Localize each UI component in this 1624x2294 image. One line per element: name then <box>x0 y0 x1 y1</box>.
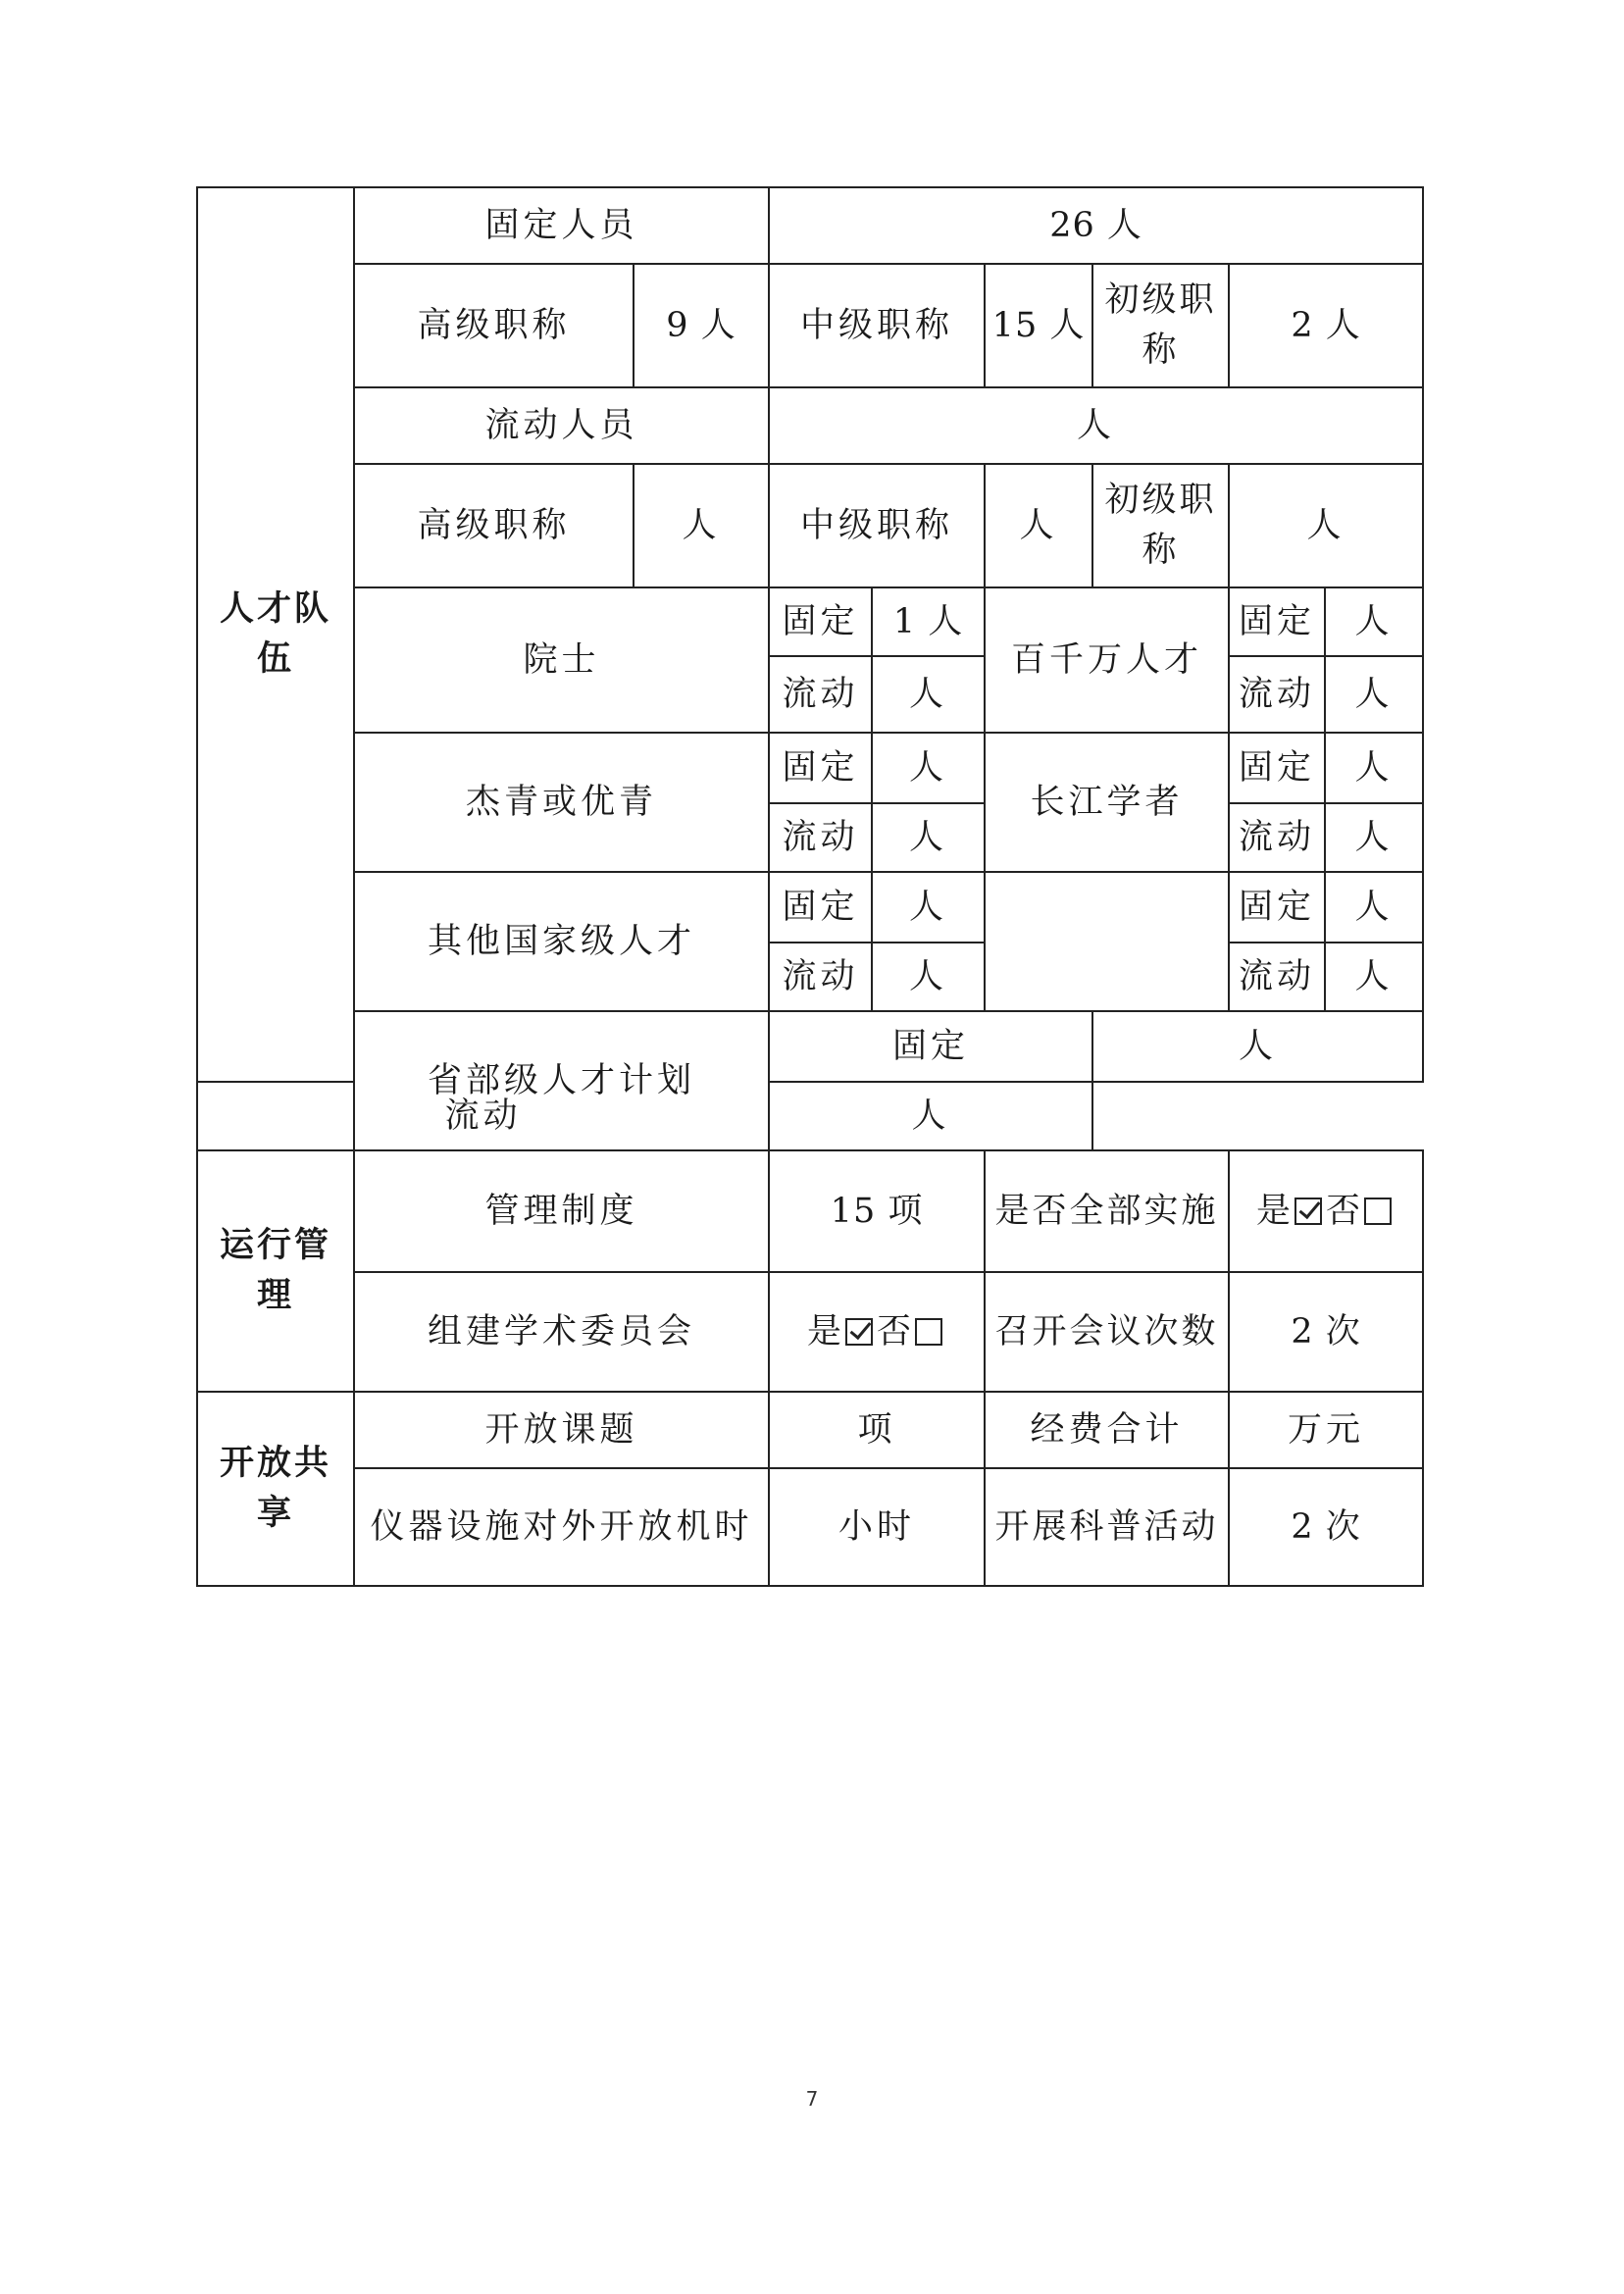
fixed-label: 固定 <box>1229 872 1325 943</box>
mgmt-rules-value: 15 项 <box>769 1150 985 1272</box>
instrument-value: 小时 <box>769 1468 985 1586</box>
mobile-mid-label: 中级职称 <box>769 464 985 587</box>
fixed-junior-label: 初级职称 <box>1092 264 1229 387</box>
bqw-mobile-value: 人 <box>1325 656 1423 733</box>
page-number: 7 <box>805 2087 819 2111</box>
meetings-value: 2 次 <box>1229 1272 1423 1392</box>
row-committee <box>197 1272 1423 1392</box>
row-provincial-fixed <box>197 1011 1423 1082</box>
row-instrument <box>197 1468 1423 1586</box>
mobile-staff-label: 流动人员 <box>354 387 769 464</box>
provincial-fixed-value: 人 <box>1092 1011 1423 1082</box>
committee-options <box>769 1272 985 1392</box>
jieqing-fixed-value: 人 <box>872 733 985 803</box>
row-jieqing-fixed <box>197 733 1423 803</box>
academician-label: 院士 <box>354 587 769 733</box>
mobile-label: 流动 <box>1229 803 1325 872</box>
fixed-senior-label: 高级职称 <box>354 264 634 387</box>
row-open-topics <box>197 1392 1423 1468</box>
meetings-label: 召开会议次数 <box>985 1272 1229 1392</box>
talent-form-sheet <box>196 186 1424 1587</box>
other-national-label: 其他国家级人才 <box>354 872 769 1011</box>
fixed-label: 固定 <box>769 1011 1092 1082</box>
row-fixed-staff <box>197 187 1423 264</box>
section-open-share: 开放共享 <box>197 1392 354 1586</box>
jieqing-label: 杰青或优青 <box>354 733 769 872</box>
mobile-label: 流动 <box>1229 943 1325 1011</box>
mobile-junior-value: 人 <box>1229 464 1423 587</box>
outreach-label: 开展科普活动 <box>985 1468 1229 1586</box>
changjiang-label: 长江学者 <box>985 733 1229 872</box>
section-operation: 运行管理 <box>197 1150 354 1392</box>
row-provincial-mobile <box>197 1082 1423 1150</box>
instrument-label: 仪器设施对外开放机时 <box>354 1468 769 1586</box>
academician-mobile-value: 人 <box>872 656 985 733</box>
mobile-label: 流动 <box>769 656 872 733</box>
yes-checkbox[interactable] <box>1294 1198 1322 1225</box>
fixed-staff-label: 固定人员 <box>354 187 769 264</box>
fixed-mid-label: 中级职称 <box>769 264 985 387</box>
yes-label: 是 <box>1256 1191 1292 1231</box>
bqw-fixed-value: 人 <box>1325 587 1423 656</box>
mgmt-rules-label: 管理制度 <box>354 1150 769 1272</box>
mobile-label: 流动 <box>197 1082 769 1150</box>
mobile-senior-label: 高级职称 <box>354 464 634 587</box>
provincial-mobile-value: 人 <box>769 1082 1092 1150</box>
provincial-label: 省部级人才计划 <box>354 1011 769 1150</box>
mobile-label: 流动 <box>1229 656 1325 733</box>
blank-category-cell <box>985 872 1229 1011</box>
fixed-junior-value: 2 人 <box>1229 264 1423 387</box>
fixed-staff-value: 26 人 <box>769 187 1423 264</box>
fixed-label: 固定 <box>1229 733 1325 803</box>
funding-label: 经费合计 <box>985 1392 1229 1468</box>
no-checkbox[interactable] <box>1364 1198 1392 1225</box>
no-label: 否 <box>1326 1191 1361 1231</box>
row-fixed-titles <box>197 264 1423 387</box>
mobile-senior-value: 人 <box>634 464 769 587</box>
yes-checkbox[interactable] <box>845 1318 873 1346</box>
academician-fixed-value: 1 人 <box>872 587 985 656</box>
row-academician-fixed <box>197 587 1423 656</box>
topics-value: 项 <box>769 1392 985 1468</box>
fixed-label: 固定 <box>1229 587 1325 656</box>
mobile-junior-label: 初级职称 <box>1092 464 1229 587</box>
blank-category-mobile-value: 人 <box>1325 943 1423 1011</box>
fixed-senior-value: 9 人 <box>634 264 769 387</box>
fixed-label: 固定 <box>769 587 872 656</box>
fixed-label: 固定 <box>769 872 872 943</box>
other-national-mobile-value: 人 <box>872 943 985 1011</box>
row-mgmt-rules <box>197 1150 1423 1272</box>
row-mobile-titles <box>197 464 1423 587</box>
mobile-staff-value: 人 <box>769 387 1423 464</box>
row-mobile-staff <box>197 387 1423 464</box>
changjiang-mobile-value: 人 <box>1325 803 1423 872</box>
topics-label: 开放课题 <box>354 1392 769 1468</box>
committee-label: 组建学术委员会 <box>354 1272 769 1392</box>
no-label: 否 <box>877 1311 912 1351</box>
mobile-label: 流动 <box>769 803 872 872</box>
fixed-label: 固定 <box>769 733 872 803</box>
lab-statistics-table <box>196 186 1424 1587</box>
section-talent: 人才队伍 <box>197 187 354 1082</box>
mobile-mid-value: 人 <box>985 464 1092 587</box>
jieqing-mobile-value: 人 <box>872 803 985 872</box>
outreach-value: 2 次 <box>1229 1468 1423 1586</box>
blank-category-fixed-value: 人 <box>1325 872 1423 943</box>
bqw-label: 百千万人才 <box>985 587 1229 733</box>
funding-value: 万元 <box>1229 1392 1423 1468</box>
no-checkbox[interactable] <box>915 1318 942 1346</box>
changjiang-fixed-value: 人 <box>1325 733 1423 803</box>
fixed-mid-value: 15 人 <box>985 264 1092 387</box>
other-national-fixed-value: 人 <box>872 872 985 943</box>
all-implemented-options <box>1229 1150 1423 1272</box>
mobile-label: 流动 <box>769 943 872 1011</box>
all-implemented-label: 是否全部实施 <box>985 1150 1229 1272</box>
row-other-national-fixed <box>197 872 1423 943</box>
yes-label: 是 <box>807 1311 842 1351</box>
